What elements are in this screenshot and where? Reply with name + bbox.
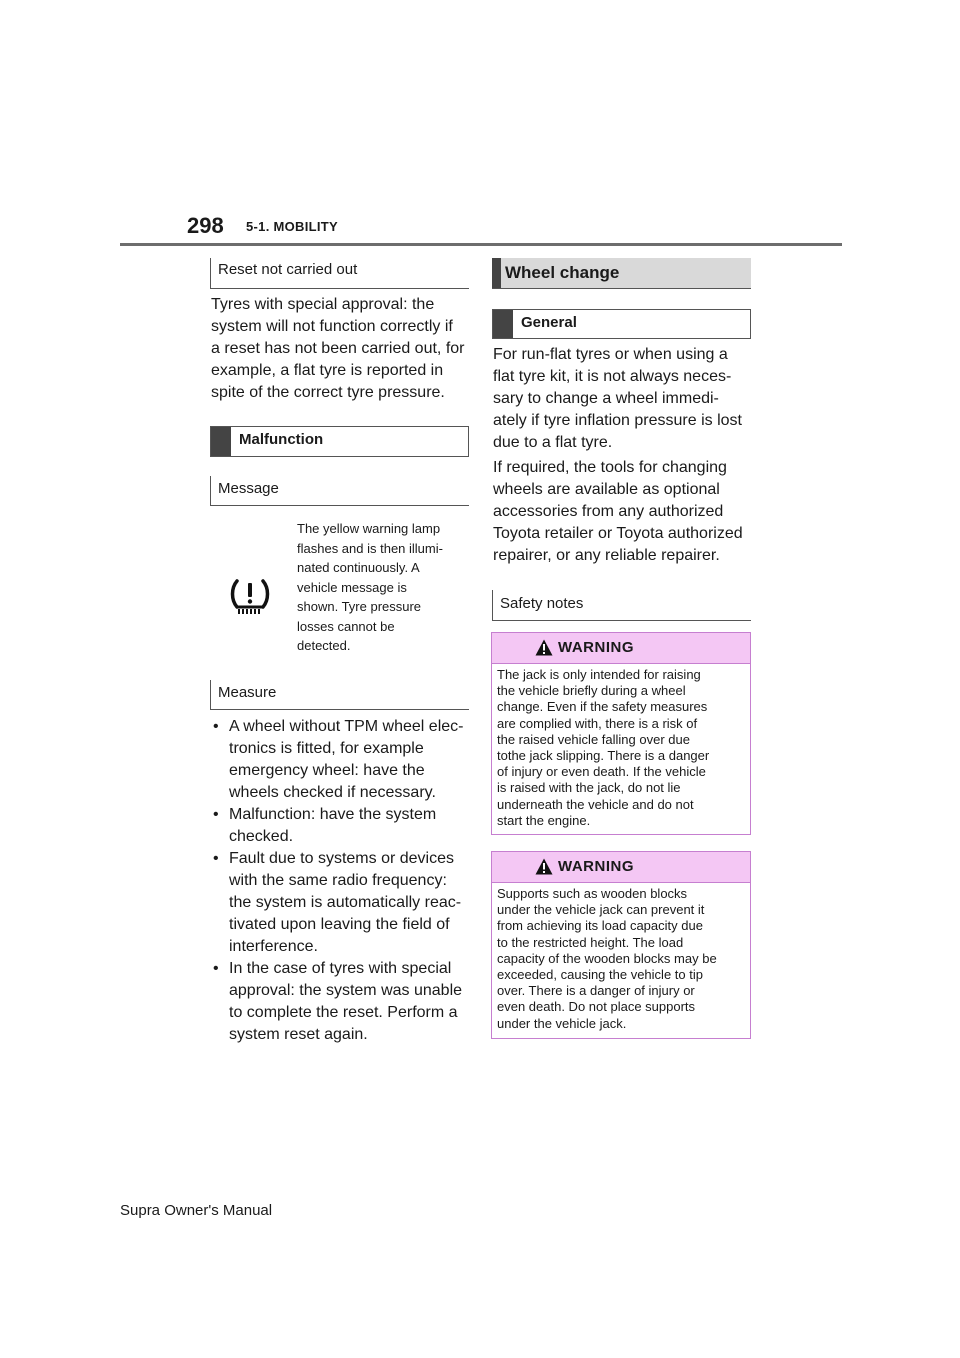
warning-line: the raised vehicle falling over due	[497, 731, 690, 747]
malfunction-heading-label: Malfunction	[239, 431, 324, 448]
list-line: interference.	[229, 938, 318, 955]
list-line: the system is automatically reac-	[229, 894, 462, 911]
measure-heading-label: Measure	[218, 684, 277, 701]
list-line: checked.	[229, 828, 294, 845]
list-item	[211, 958, 473, 1046]
warning-line: start the engine.	[497, 812, 591, 828]
general-heading-label: General	[521, 314, 577, 331]
warning-header	[492, 633, 750, 664]
safety-notes-heading	[492, 590, 751, 621]
warning-line: Supports such as wooden blocks	[497, 886, 688, 901]
general-line: accessories from any authorized	[493, 503, 724, 520]
message-line: shown. Tyre pressure	[297, 599, 422, 614]
list-line: tivated upon leaving the field of	[229, 916, 450, 933]
list-line: tronics is fitted, for example	[229, 740, 424, 757]
list-item	[211, 716, 473, 804]
warning-line: under the vehicle jack.	[497, 1015, 627, 1031]
general-line: If required, the tools for changing	[493, 459, 727, 476]
warning-text	[497, 886, 742, 1032]
list-item	[211, 848, 473, 958]
list-line: wheels checked if necessary.	[229, 784, 436, 801]
message-line: vehicle message is	[297, 579, 407, 595]
list-line: • Fault due to systems or devices	[229, 850, 454, 867]
warning-line: under the vehicle jack can prevent it	[497, 902, 705, 918]
warning-line: are complied with, there is a risk of	[497, 715, 698, 731]
reset-heading	[210, 258, 469, 289]
list-line: to complete the reset. Perform a	[229, 1004, 458, 1021]
warning-box	[491, 851, 751, 1039]
warning-line: even death. Do not place supports	[497, 999, 696, 1015]
reset-line: spite of the correct tyre pressure.	[211, 384, 445, 401]
list-item	[211, 804, 473, 848]
heading-block	[492, 258, 501, 288]
message-line: losses cannot be	[297, 618, 395, 634]
general-line: repairer, or any reliable repairer.	[493, 547, 720, 564]
message-heading	[210, 476, 469, 506]
list-line: • A wheel without TPM wheel elec-	[229, 718, 464, 735]
list-line: • Malfunction: have the system	[229, 806, 437, 823]
safety-notes-heading-label: Safety notes	[500, 595, 584, 612]
warning-box	[491, 632, 751, 835]
reset-line: example, a flat tyre is reported in	[211, 362, 444, 379]
warning-line: capacity of the wooden blocks may be	[497, 950, 717, 966]
warning-triangle-icon	[535, 639, 553, 656]
list-line: with the same radio frequency:	[229, 872, 447, 889]
warning-title: WARNING	[558, 639, 634, 656]
reset-line: a reset has not been carried out, for	[211, 340, 465, 357]
malfunction-heading	[210, 426, 469, 457]
warning-line: to the restricted height. The load	[497, 934, 684, 950]
message-line: The yellow warning lamp	[297, 521, 441, 536]
warning-line: The jack is only intended for raising	[497, 667, 701, 682]
reset-paragraph	[211, 294, 473, 404]
warning-line: from achieving its load capacity due	[497, 918, 703, 934]
general-line: Toyota retailer or Toyota authorized	[493, 525, 743, 542]
general-paragraph-1	[493, 344, 755, 454]
warning-text	[497, 667, 742, 829]
reset-line: Tyres with special approval: the	[211, 296, 435, 313]
list-line: approval: the system was unable	[229, 982, 463, 999]
list-line: system reset again.	[229, 1026, 368, 1043]
page-number: 298	[187, 213, 224, 238]
warning-line: underneath the vehicle and do not	[497, 796, 694, 812]
reset-heading-label: Reset not carried out	[218, 261, 358, 278]
warning-line: tothe jack slipping. There is a danger	[497, 748, 710, 764]
message-heading-label: Message	[218, 480, 279, 497]
general-line: flat tyre kit, it is not always neces-	[493, 368, 732, 385]
section-title: 5-1. MOBILITY	[246, 219, 339, 234]
wheel-change-heading	[492, 258, 751, 289]
warning-line: over. There is a danger of injury or	[497, 983, 695, 999]
general-line: due to a flat tyre.	[493, 434, 613, 451]
general-line: wheels are available as optional	[493, 481, 720, 498]
message-text	[297, 519, 469, 656]
wheel-change-heading-label: Wheel change	[505, 263, 620, 282]
list-line: • In the case of tyres with special	[229, 960, 452, 977]
manual-name: Supra Owner's Manual	[120, 1202, 273, 1219]
general-line: ately if tyre inflation pressure is lost	[493, 412, 742, 429]
general-line: For run-flat tyres or when using a	[493, 346, 728, 363]
reset-line: system will not function correctly if	[211, 318, 453, 335]
header-rule	[120, 243, 842, 246]
tyre-pressure-warning-icon	[229, 576, 271, 618]
message-line: flashes and is then illumi-	[297, 540, 443, 556]
measure-list	[211, 716, 473, 1046]
warning-line: the vehicle briefly during a wheel	[497, 683, 686, 699]
warning-header	[492, 852, 750, 883]
message-line: nated continuously. A	[297, 560, 420, 575]
general-line: sary to change a wheel immedi-	[493, 390, 719, 407]
warning-line: exceeded, causing the vehicle to tip	[497, 967, 703, 983]
warning-title: WARNING	[558, 858, 634, 875]
measure-heading	[210, 680, 469, 710]
warning-line: change. Even if the safety measures	[497, 699, 708, 715]
warning-line: of injury or even death. If the vehicle	[497, 764, 706, 780]
list-line: emergency wheel: have the	[229, 762, 425, 779]
general-paragraph-2	[493, 457, 755, 567]
heading-block	[211, 427, 231, 456]
message-line: detected.	[297, 638, 351, 653]
warning-line: is raised with the jack, do not lie	[497, 780, 681, 796]
general-heading	[492, 309, 751, 339]
heading-block	[493, 310, 513, 338]
warning-triangle-icon	[535, 858, 553, 875]
